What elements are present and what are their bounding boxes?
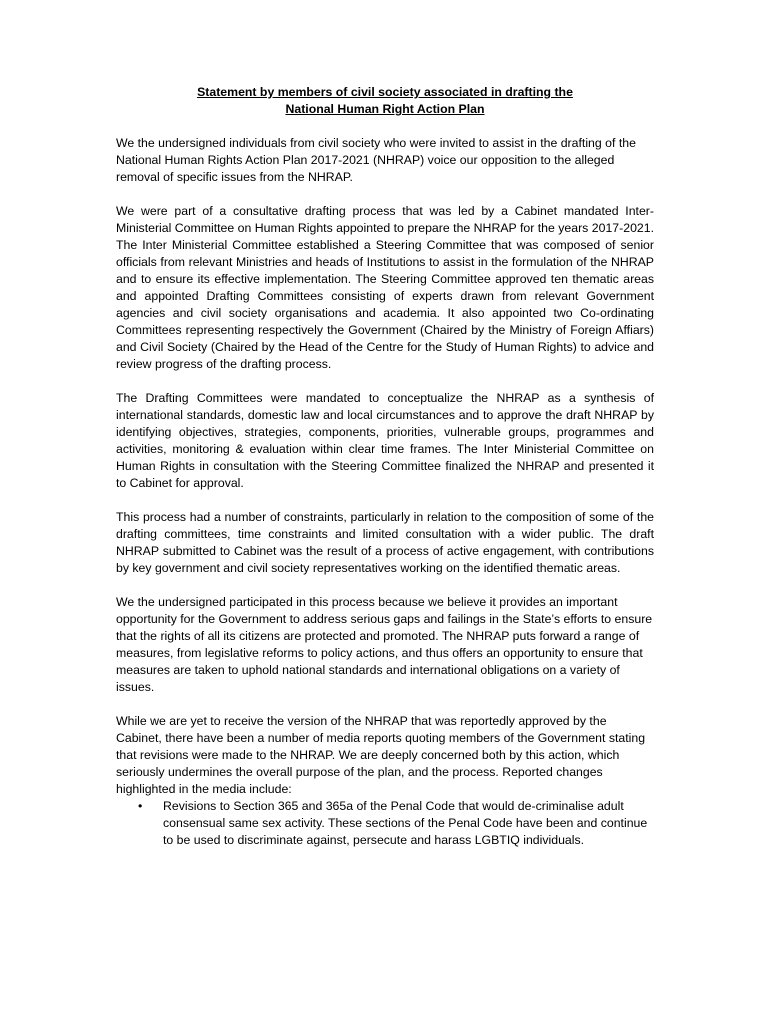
title-line-2: National Human Right Action Plan bbox=[285, 102, 485, 116]
bullet-icon: • bbox=[138, 799, 143, 813]
bullet-list bbox=[116, 798, 654, 849]
paragraph-constraints: This process had a number of constraints, particularly in relation to the composition of some of the drafting committees, time constraints and limited consultation with a wider public. The draft NHRAP submitted to Cabinet was the result of a process of active engagement, with contributions by key government and civil society representatives working on the identified thematic areas. bbox=[116, 510, 654, 575]
paragraph-drafting-process: We were part of a consultative drafting process that was led by a Cabinet mandated Inter-Ministerial Committee on Human Rights appointed to prepare the NHRAP for the years 2017-2021. The Inter Ministerial Committee established a Steering Committee that was composed of senior officials from relevant Ministries and heads of Institutions to assist in the formulation of the NHRAP and to ensure its effective implementation. The Steering Committee approved ten thematic areas and appointed Drafting Committees consisting of experts drawn from relevant Government agencies and civil society organisations and academia. It also appointed two Co-ordinating Committees representing respectively the Government (Chaired by the Ministry of Foreign Affiars) and Civil Society (Chaired by the Head of the Centre for the Study of Human Rights) to advice and review progress of the drafting process. bbox=[116, 204, 654, 371]
paragraph-participation: We the undersigned participated in this process because we believe it provides an important opportunity for the Government to address serious gaps and failings in the State’s efforts to ensure that the rights of all its citizens are protected and promoted. The NHRAP puts forward a range of measures, from legislative reforms to policy actions, and thus offers an opportunity to ensure that measures are taken to uphold national standards and international obligations on a variety of issues. bbox=[116, 595, 653, 694]
list-item bbox=[138, 798, 654, 849]
paragraph-intro: We the undersigned individuals from civil society who were invited to assist in the drafting of the National Human Rights Action Plan 2017-2021 (NHRAP) voice our opposition to the alleged removal of specific issues from the NHRAP. bbox=[116, 136, 636, 184]
bullet-text: Revisions to Section 365 and 365a of the Penal Code that would de-criminalise adult consensual same sex activity. These sections of the Penal Code have been and continue to be used to discriminate against, persecute and harass LGBTIQ individuals. bbox=[163, 799, 648, 847]
paragraph-drafting-committees: The Drafting Committees were mandated to conceptualize the NHRAP as a synthesis of international standards, domestic law and local circumstances and to approve the draft NHRAP by identifying objectives, strategies, components, priorities, vulnerable groups, programmes and activities, monitoring & evaluation within clear time frames. The Inter Ministerial Committee on Human Rights in consultation with the Steering Committee finalized the NHRAP and presented it to Cabinet for approval. bbox=[116, 391, 654, 490]
title-line-1: Statement by members of civil society associated in drafting the bbox=[197, 85, 573, 99]
document-title bbox=[116, 84, 654, 118]
paragraph-media-reports: While we are yet to receive the version of the NHRAP that was reportedly approved by the Cabinet, there have been a number of media reports quoting members of the Government stating that revisions were made to the NHRAP. We are deeply concerned both by this action, which seriously undermines the overall purpose of the plan, and the process. Reported changes highlighted in the media include: bbox=[116, 714, 646, 796]
